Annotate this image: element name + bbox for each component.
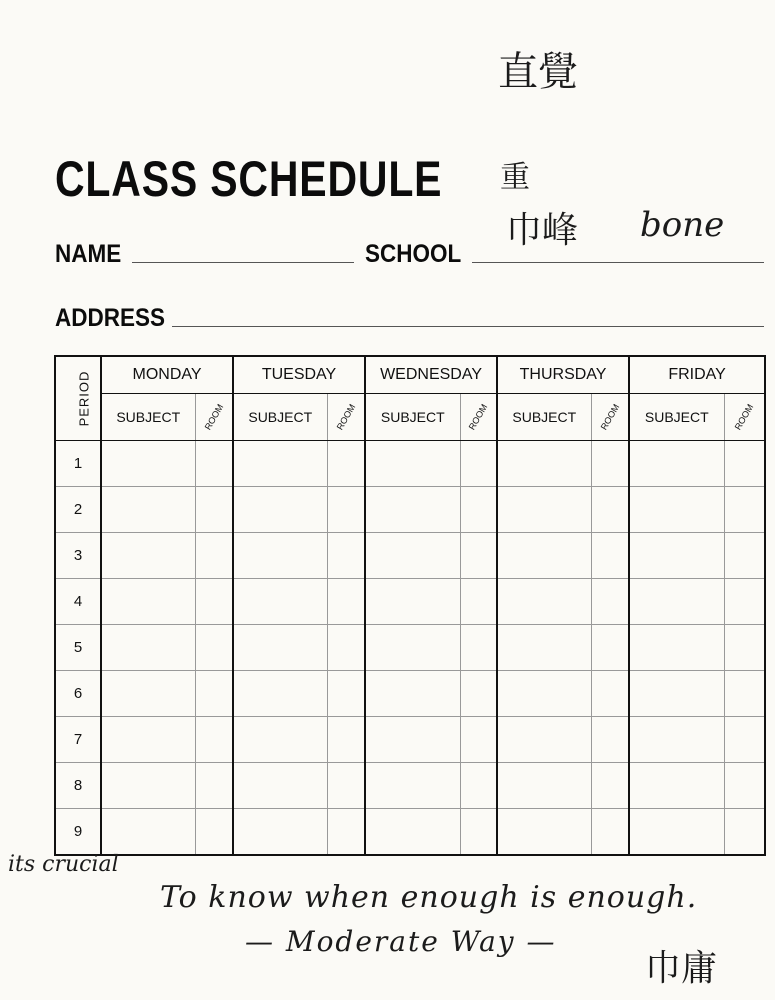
subject-cell[interactable] (365, 533, 460, 579)
subject-header: SUBJECT (497, 394, 591, 441)
subject-cell[interactable] (233, 763, 327, 809)
subject-cell[interactable] (233, 533, 327, 579)
subject-cell[interactable] (233, 579, 327, 625)
period-number: 3 (55, 533, 101, 579)
subject-cell[interactable] (629, 487, 724, 533)
room-cell[interactable] (195, 717, 233, 763)
handwritten-mid-char: 重 (500, 160, 530, 195)
table-row (55, 579, 765, 625)
room-header: ROOM (327, 394, 365, 441)
subject-cell[interactable] (629, 625, 724, 671)
subject-cell[interactable] (101, 763, 195, 809)
subject-cell[interactable] (101, 671, 195, 717)
subject-cell[interactable] (365, 625, 460, 671)
room-cell[interactable] (591, 671, 629, 717)
day-header-tuesday: TUESDAY (233, 356, 365, 394)
period-number: 4 (55, 579, 101, 625)
subject-cell[interactable] (233, 441, 327, 487)
room-cell[interactable] (327, 671, 365, 717)
page-title: CLASS SCHEDULE (55, 151, 443, 207)
room-cell[interactable] (591, 441, 629, 487)
room-cell[interactable] (327, 809, 365, 855)
name-label: NAME (55, 240, 122, 268)
subject-cell[interactable] (365, 487, 460, 533)
subject-cell[interactable] (629, 671, 724, 717)
room-cell[interactable] (460, 809, 497, 855)
room-cell[interactable] (724, 625, 765, 671)
handwritten-subquote: — Moderate Way — (245, 925, 557, 958)
room-cell[interactable] (591, 763, 629, 809)
room-header: ROOM (591, 394, 629, 441)
period-rows (55, 441, 765, 855)
table-row (55, 763, 765, 809)
room-cell[interactable] (460, 625, 497, 671)
subject-cell[interactable] (365, 579, 460, 625)
subject-cell[interactable] (629, 533, 724, 579)
handwritten-quote: To know when enough is enough. (160, 880, 698, 915)
room-cell[interactable] (724, 487, 765, 533)
subject-cell[interactable] (497, 625, 591, 671)
room-cell[interactable] (460, 487, 497, 533)
room-cell[interactable] (460, 441, 497, 487)
room-cell[interactable] (460, 533, 497, 579)
room-cell[interactable] (327, 533, 365, 579)
room-header: ROOM (195, 394, 233, 441)
subject-cell[interactable] (497, 579, 591, 625)
room-cell[interactable] (195, 625, 233, 671)
subject-cell[interactable] (497, 809, 591, 855)
subject-cell[interactable] (365, 717, 460, 763)
room-cell[interactable] (591, 809, 629, 855)
room-cell[interactable] (724, 717, 765, 763)
subject-cell[interactable] (233, 671, 327, 717)
name-field-line[interactable] (132, 262, 354, 263)
period-header: PERIOD (55, 356, 101, 441)
subject-cell[interactable] (365, 441, 460, 487)
school-field-line[interactable] (472, 262, 764, 263)
subject-cell[interactable] (497, 487, 591, 533)
room-cell[interactable] (195, 809, 233, 855)
room-cell[interactable] (724, 809, 765, 855)
subject-cell[interactable] (101, 717, 195, 763)
subject-cell[interactable] (101, 809, 195, 855)
subject-cell[interactable] (629, 809, 724, 855)
subject-header: SUBJECT (629, 394, 724, 441)
period-number: 9 (55, 809, 101, 855)
room-cell[interactable] (195, 671, 233, 717)
room-cell[interactable] (591, 533, 629, 579)
room-cell[interactable] (327, 717, 365, 763)
subject-cell[interactable] (365, 809, 460, 855)
school-label: SCHOOL (365, 240, 462, 268)
room-cell[interactable] (591, 625, 629, 671)
subject-cell[interactable] (497, 441, 591, 487)
subject-cell[interactable] (497, 717, 591, 763)
table-row (55, 809, 765, 855)
day-header-thursday: THURSDAY (497, 356, 629, 394)
subject-cell[interactable] (365, 763, 460, 809)
subject-cell[interactable] (101, 533, 195, 579)
room-cell[interactable] (724, 441, 765, 487)
subject-cell[interactable] (629, 441, 724, 487)
subject-cell[interactable] (497, 671, 591, 717)
handwritten-signature: 巾庸 (645, 948, 718, 989)
address-label: ADDRESS (55, 304, 166, 332)
subject-cell[interactable] (233, 487, 327, 533)
room-cell[interactable] (195, 579, 233, 625)
room-cell[interactable] (327, 625, 365, 671)
subject-cell[interactable] (233, 809, 327, 855)
period-number: 1 (55, 441, 101, 487)
subject-header: SUBJECT (101, 394, 195, 441)
room-cell[interactable] (327, 579, 365, 625)
room-cell[interactable] (460, 671, 497, 717)
period-number: 2 (55, 487, 101, 533)
room-cell[interactable] (327, 441, 365, 487)
room-cell[interactable] (591, 717, 629, 763)
handwritten-name-latin: bone (640, 205, 725, 245)
subject-header: SUBJECT (365, 394, 460, 441)
day-header-monday: MONDAY (101, 356, 233, 394)
room-cell[interactable] (327, 763, 365, 809)
period-number: 7 (55, 717, 101, 763)
room-cell[interactable] (591, 487, 629, 533)
table-row (55, 671, 765, 717)
subject-cell[interactable] (629, 717, 724, 763)
table-row (55, 625, 765, 671)
subject-cell[interactable] (233, 625, 327, 671)
subject-cell[interactable] (365, 671, 460, 717)
schedule-table (54, 355, 766, 856)
period-number: 5 (55, 625, 101, 671)
room-cell[interactable] (327, 487, 365, 533)
room-cell[interactable] (460, 579, 497, 625)
subject-cell[interactable] (101, 625, 195, 671)
table-row (55, 487, 765, 533)
subject-cell[interactable] (101, 441, 195, 487)
subject-cell[interactable] (101, 579, 195, 625)
room-cell[interactable] (724, 579, 765, 625)
room-cell[interactable] (195, 487, 233, 533)
subject-cell[interactable] (629, 579, 724, 625)
subject-header: SUBJECT (233, 394, 327, 441)
handwritten-name-chars: 巾峰 (506, 210, 579, 251)
period-number: 8 (55, 763, 101, 809)
subject-cell[interactable] (497, 533, 591, 579)
handwritten-note-prefix: its crucial (8, 852, 119, 877)
day-header-wednesday: WEDNESDAY (365, 356, 497, 394)
room-cell[interactable] (460, 717, 497, 763)
room-cell[interactable] (724, 763, 765, 809)
table-row (55, 717, 765, 763)
room-cell[interactable] (724, 533, 765, 579)
room-cell[interactable] (724, 671, 765, 717)
subject-cell[interactable] (233, 717, 327, 763)
room-cell[interactable] (591, 579, 629, 625)
address-field-line[interactable] (172, 326, 764, 327)
subject-cell[interactable] (101, 487, 195, 533)
room-cell[interactable] (195, 533, 233, 579)
room-cell[interactable] (195, 441, 233, 487)
period-number: 6 (55, 671, 101, 717)
subject-cell[interactable] (629, 763, 724, 809)
day-header-friday: FRIDAY (629, 356, 765, 394)
handwritten-top-chars: 直覺 (498, 49, 578, 95)
room-cell[interactable] (195, 763, 233, 809)
subject-cell[interactable] (497, 763, 591, 809)
room-header: ROOM (724, 394, 765, 441)
room-header: ROOM (460, 394, 497, 441)
room-cell[interactable] (460, 763, 497, 809)
table-row (55, 441, 765, 487)
table-row (55, 533, 765, 579)
